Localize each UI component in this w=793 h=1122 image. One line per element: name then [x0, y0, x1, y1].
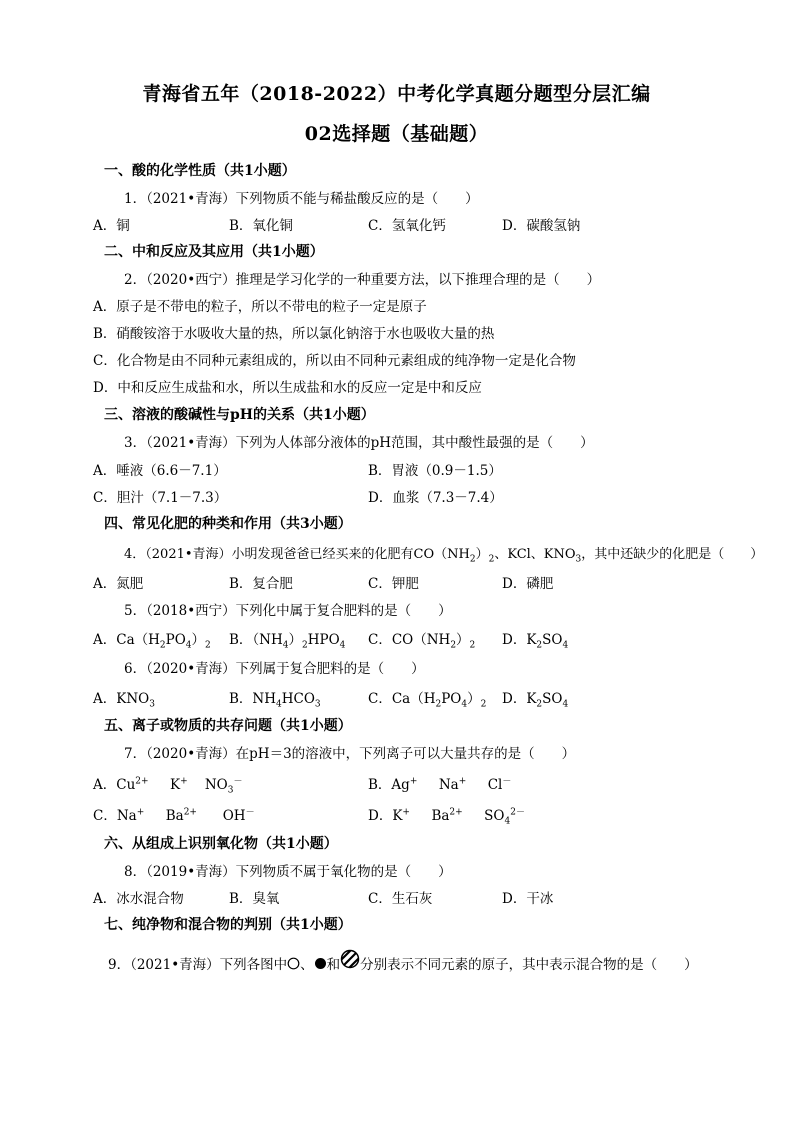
- question-6-option-b: B．$NH_4HCO_3$: [229, 691, 321, 710]
- question-5-option-d: D．$K_2SO_4$: [502, 632, 569, 651]
- question-7-option-b: B．Ag+ Na+ Cl－: [368, 776, 512, 793]
- question-8-option-c: C．生石灰: [368, 891, 433, 907]
- question-4-option-a: A．氮肥: [93, 576, 144, 592]
- question-6-option-a: A．$KNO_3$: [93, 691, 155, 710]
- section-heading-3: 三、溶液的酸碱性与pH的关系（共1小题）: [104, 407, 375, 423]
- question-6-stem: 6．（2020•青海）下列属于复合肥料的是（ ）: [124, 661, 425, 677]
- question-3-option-b: B．胃液（0.9－1.5）: [368, 463, 502, 479]
- solid-circle-atom-icon: [314, 957, 327, 974]
- section-heading-2: 二、中和反应及其应用（共1小题）: [104, 244, 324, 260]
- question-2-option-b: B．硝酸铵溶于水吸收大量的热，所以氯化钠溶于水也吸收大量的热: [93, 326, 495, 342]
- question-5-option-b: B．$(NH_4)_2HPO_4$: [229, 632, 346, 651]
- question-5-stem: 5．（2018•西宁）下列化中属于复合肥料的是（ ）: [124, 603, 452, 619]
- question-8-option-d: D．干冰: [502, 891, 554, 907]
- question-8-stem: 8．（2019•青海）下列物质不属于氧化物的是（ ）: [124, 864, 452, 880]
- question-8-option-a: A．冰水混合物: [93, 891, 184, 907]
- question-7-stem: 7．（2020•青海）在pH＝3的溶液中，下列离子可以大量共存的是（ ）: [124, 746, 576, 762]
- section-heading-7: 七、纯净物和混合物的判别（共1小题）: [104, 917, 352, 933]
- question-9-stem: 9．（2021•青海）下列各图中 、 和 分别表示不同元素的原子，其中表示混合物的是（ ）: [108, 953, 698, 974]
- question-1-option-d: D．碳酸氢钠: [502, 218, 581, 234]
- question-7-option-a: A．$Cu^{2+}$ K+ $NO_3^-$: [93, 776, 243, 796]
- question-1-option-c: C．氢氧化钙: [368, 218, 446, 234]
- section-heading-5: 五、离子或物质的共存问题（共1小题）: [104, 718, 352, 734]
- question-1-stem: 1．（2021•青海）下列物质不能与稀盐酸反应的是（ ）: [124, 191, 479, 207]
- question-5-option-c: C．$CO(NH_2)_2$: [368, 632, 476, 651]
- question-3-option-a: A．唾液（6.6－7.1）: [93, 463, 227, 479]
- question-3-stem: 3．（2021•青海）下列为人体部分液体的pH范围，其中酸性最强的是（ ）: [124, 435, 594, 451]
- question-2-option-d: D．中和反应生成盐和水，所以生成盐和水的反应一定是中和反应: [93, 380, 482, 396]
- question-4-option-d: D．磷肥: [502, 576, 554, 592]
- question-5-option-a: A．$Ca(H_2PO_4)_2$: [93, 632, 211, 651]
- hollow-circle-atom-icon: [287, 957, 300, 974]
- document-title: 青海省五年（2018-2022）中考化学真题分题型分层汇编: [142, 83, 651, 105]
- question-8-option-b: B．臭氧: [229, 891, 280, 907]
- question-6-option-c: C．$Ca(H_2PO_4)_2$: [368, 691, 487, 710]
- section-heading-4: 四、常见化肥的种类和作用（共3小题）: [104, 516, 352, 532]
- document-subtitle: 02选择题（基础题）: [304, 123, 489, 145]
- question-7-option-d: D．K+ $Ba^{2+}$ $SO_4^{2-}$: [368, 807, 525, 827]
- question-7-option-c: C．Na+ $Ba^{2+}$ OH－: [93, 807, 255, 824]
- question-1-option-a: A．铜: [93, 218, 130, 234]
- question-2-option-c: C．化合物是由不同种元素组成的，所以由不同种元素组成的纯净物一定是化合物: [93, 353, 576, 369]
- question-2-stem: 2．（2020•西宁）推理是学习化学的一种重要方法，以下推理合理的是（ ）: [124, 272, 601, 288]
- question-2-option-a: A．原子是不带电的粒子，所以不带电的粒子一定是原子: [93, 299, 427, 315]
- question-4-option-b: B．复合肥: [229, 576, 293, 592]
- question-4-option-c: C．钾肥: [368, 576, 419, 592]
- question-3-option-d: D．血浆（7.3－7.4）: [368, 490, 503, 506]
- question-1-option-b: B．氧化铜: [229, 218, 293, 234]
- section-heading-1: 一、酸的化学性质（共1小题）: [104, 163, 296, 179]
- section-heading-6: 六、从组成上识别氧化物（共1小题）: [104, 836, 338, 852]
- question-4-stem: 4．（2021•青海）小明发现爸爸已经买来的化肥有$CO(NH_2)_2$、KCl、$KNO_3$，其中还缺少的化肥是（ ）: [124, 547, 764, 565]
- hatched-circle-atom-icon: [340, 949, 360, 973]
- question-3-option-c: C．胆汁（7.1－7.3）: [93, 490, 228, 506]
- question-6-option-d: D．$K_2SO_4$: [502, 691, 569, 710]
